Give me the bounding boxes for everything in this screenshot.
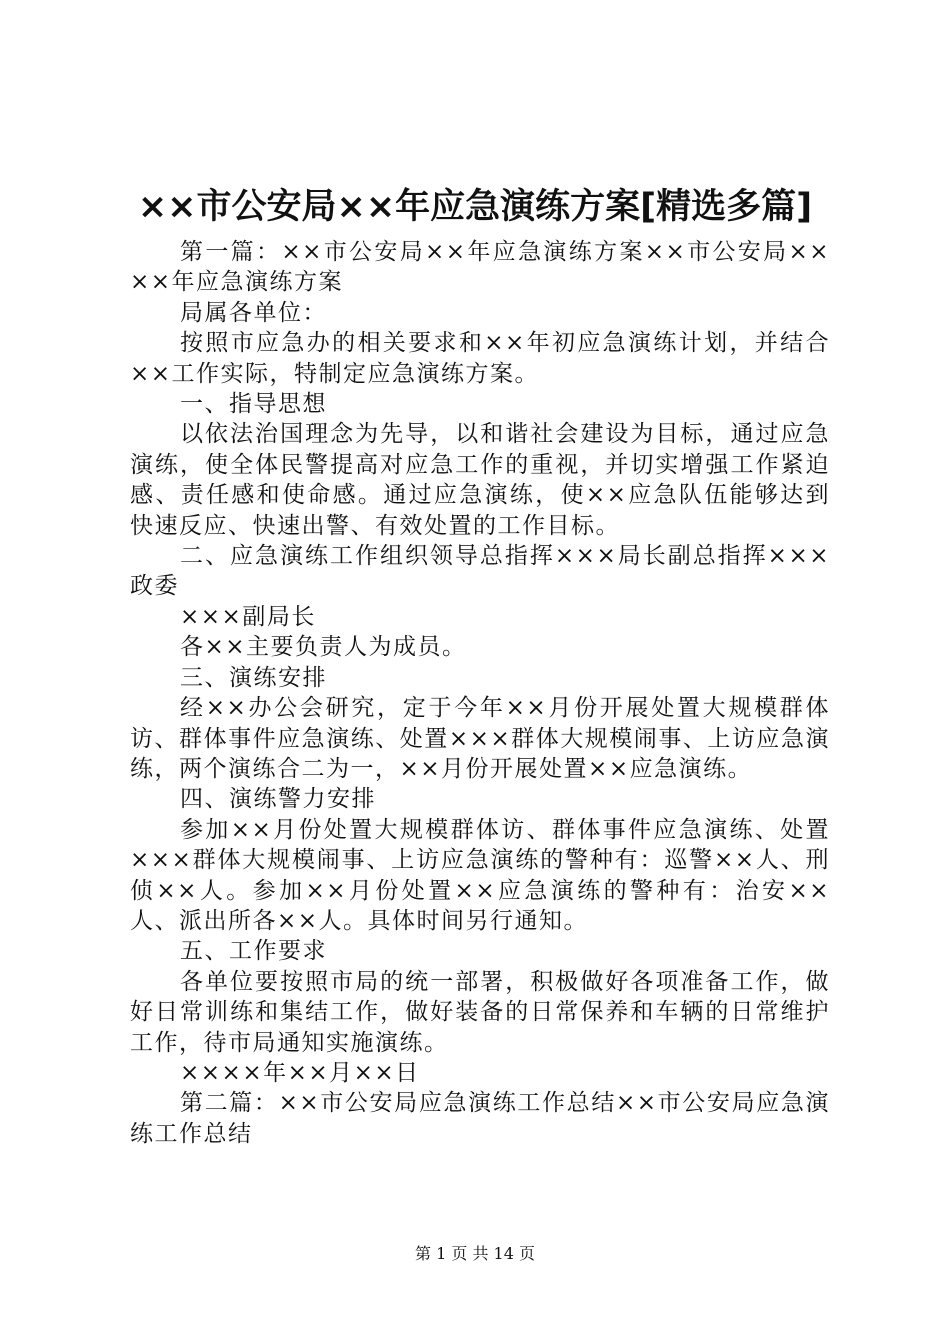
paragraph: 以依法治国理念为先导，以和谐社会建设为目标，通过应急演练，使全体民警提高对应急工作的重视，并切实增强工作紧迫感、责任感和使命感。通过应急演练，使××应急队伍能够达到快速反应、快速出警、有效处置的工作目标。 (130, 421, 830, 539)
paragraph: 按照市应急办的相关要求和××年初应急演练计划，并结合××工作实际，特制定应急演练方案。 (130, 330, 830, 387)
date-line: ××××年××月××日 (180, 1059, 420, 1086)
document-title: ××市公安局××年应急演练方案[精选多篇] (137, 187, 813, 227)
paragraph: 局属各单位： (180, 299, 327, 326)
section-heading: 五、工作要求 (180, 938, 327, 965)
paragraph: 第二篇：××市公安局应急演练工作总结××市公安局应急演练工作总结 (130, 1090, 830, 1147)
paragraph: 各××主要负责人为成员。 (180, 634, 467, 661)
section-heading: 二、应急演练工作组织领导总指挥×××局长副总指挥×××政委 (130, 543, 830, 600)
document-body (130, 237, 830, 1149)
paragraph: ×××副局长 (180, 603, 316, 630)
page-footer: 第 1 页 共 14 页 (415, 1244, 535, 1263)
section-heading: 一、指导思想 (180, 391, 327, 418)
paragraph: 各单位要按照市局的统一部署，积极做好各项准备工作，做好日常训练和集结工作，做好装备的日常保养和车辆的日常维护工作，待市局通知实施演练。 (130, 968, 830, 1056)
paragraph: 参加××月份处置大规模群体访、群体事件应急演练、处置×××群体大规模闹事、上访应急演练的警种有：巡警××人、刑侦××人。参加××月份处置××应急演练的警种有：治安××人、派出所各××人。具体时间另行通知。 (130, 816, 830, 934)
section-heading: 四、演练警力安排 (180, 786, 376, 813)
section-heading: 三、演练安排 (180, 664, 327, 691)
paragraph: 第一篇：××市公安局××年应急演练方案××市公安局××××年应急演练方案 (130, 239, 830, 296)
paragraph: 经××办公会研究，定于今年××月份开展处置大规模群体访、群体事件应急演练、处置×××群体大规模闹事、上访应急演练，两个演练合二为一，××月份开展处置××应急演练。 (130, 695, 830, 782)
